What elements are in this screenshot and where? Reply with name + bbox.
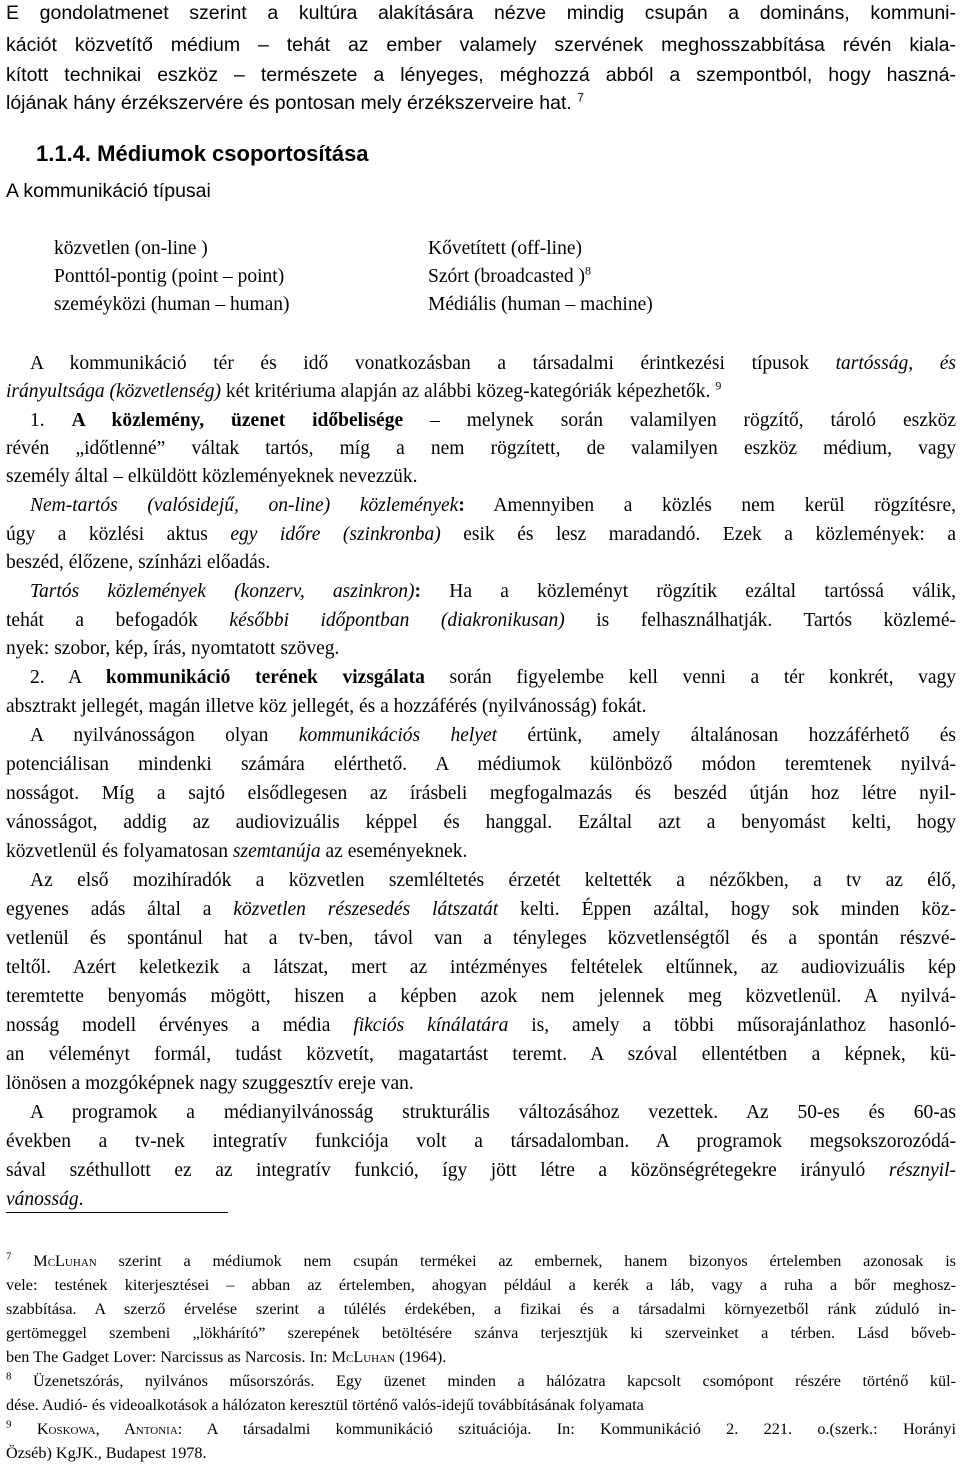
footnote-line: vele: testének kiterjesztései – abban az értelemben, ahogyan például a kerék a láb, vagy a ruha a bőr meghosz- — [6, 1276, 956, 1294]
footnote-line: Özséb) KgJK., Budapest 1978. — [6, 1444, 207, 1462]
body-line: vánosságot, addig az audiovizuális képpel és hanggal. Ezáltal azt a benyomást kelti, hogy — [6, 812, 956, 833]
body-line: lönösen a mozgóképnek nagy szuggesztív ereje van. — [6, 1073, 414, 1094]
body-line: A nyilvánosságon olyan kommunikációs helyet értünk, amely általánosan hozzáférhető és — [30, 725, 956, 746]
type-right: Médiális (human – machine) — [428, 294, 653, 315]
body-line: személy által – elküldött közleményeknek nevezzük. — [6, 466, 418, 487]
type-right: Kővetített (off-line) — [428, 238, 582, 259]
type-right: Szórt (broadcasted )$^8$ — [428, 263, 592, 287]
body-line: nosságot. Míg a sajtó elsődlegesen az írásbeli megfogalmazás és beszéd útján hoz létre nyil- — [6, 783, 956, 804]
footnote-ref-7: 7 — [577, 90, 584, 105]
section-heading: 1.1.4. Médiumok csoportosítása — [36, 141, 369, 166]
body-line: Nem-tartós (valósidejű, on-line) közlemények: Amennyiben a közlés nem kerül rögzítésre, — [30, 495, 956, 516]
body-line: sával széthullott ez az integratív funkció, így jött létre a közönségrétegekre irányuló résznyil- — [6, 1160, 956, 1181]
body-line: A programok a médianyilvánosság strukturális változásához vezettek. Az 50-es és 60-as — [30, 1102, 956, 1123]
body-line: révén „időtlenné” váltak tartós, míg a nem rögzített, de valamilyen eszköz médium, vagy — [6, 438, 956, 459]
type-left: szeméyközi (human – human) — [54, 294, 290, 315]
footnote-line: szabbítása. A szerző érvelése szerint a túlélés érdekében, a fizikai és a társadalmi környezetből ránk zúduló in- — [6, 1300, 956, 1318]
body-line: irányultsága (közvetlenség) két kritériuma alapján az alábbi közeg-kategóriák képezhetők. $^9$ — [6, 379, 722, 402]
type-left: közvetlen (on-line ) — [54, 238, 208, 259]
body-line: közvetlenül és folyamatosan szemtanúja az eseményeknek. — [6, 841, 468, 862]
footnote-line: gertömeggel szembeni „lökhárító” szerepének betöltésére szánva terjesztjük ki szerveinket a térben. Lásd bőveb- — [6, 1324, 956, 1342]
body-line: Tartós közlemények (konzerv, aszinkron): Ha a közleményt rögzítik ezáltal tartóssá válik, — [30, 581, 956, 602]
body-line: potenciálisan mindenki számára elérthető. A médiumok különböző módon teremtenek nyilvá- — [6, 754, 956, 775]
footnote-ref-8: 8 — [585, 263, 592, 278]
body-line: 2. A kommunikáció terének vizsgálata során figyelembe kell venni a tér konkrét, vagy — [30, 667, 956, 688]
footnote-line: $^8$ Üzenetszórás, nyilvános műsorszórás. Egy üzenet minden a hálózatra kapcsolt csomópont részére történő kül- — [6, 1370, 956, 1390]
footnote-line: ben The Gadget Lover: Narcissus as Narcosis. In: McLuhan (1964). — [6, 1348, 447, 1366]
footnote-line: $^9$ Koskowa, Antonia: A társadalmi kommunikáció szituációja. In: Kommunikáció 2. 221. o.(szerk.: Horányi — [6, 1418, 956, 1438]
body-line: tehát a befogadók későbbi időpontban (diakronikusan) is felhasználhatják. Tartós közlemé- — [6, 610, 956, 631]
footnote-divider — [6, 1212, 228, 1213]
body-line: egyenes adás által a közvetlen részesedés látszatát kelti. Éppen azáltal, hogy sok minden köz- — [6, 899, 956, 920]
body-line: an véleményt formál, tudást közvetít, magatartást teremt. A szóval ellentétben a képnek, kü- — [6, 1044, 956, 1065]
intro-line-2: kációt közvetítő médium – tehát az ember valamely szervének meghosszabbítása révén kiala- — [6, 34, 956, 56]
body-line: teremtette benyomás mögött, hiszen a képben azok nem jelennek meg közvetlenül. A nyilvá- — [6, 986, 956, 1007]
body-line: Az első mozihíradók a közvetlen szemléltetés érzetét keltették a nézőkben, a tv az élő, — [30, 870, 956, 891]
body-line: teltől. Azért keletkezik a látszat, mert az intézményes feltételek eltűnnek, az audiovizuális kép — [6, 957, 956, 978]
body-line: vánosság. — [6, 1189, 84, 1210]
body-line: években a tv-nek integratív funkciója volt a társadalomban. A programok megsokszorozódá- — [6, 1131, 956, 1152]
body-line: beszéd, élőzene, színházi előadás. — [6, 552, 271, 573]
body-line: A kommunikáció tér és idő vonatkozásban a társadalmi érintkezési típusok tartósság, és — [30, 353, 956, 374]
body-line: nyek: szobor, kép, írás, nyomtatott szöveg. — [6, 638, 340, 659]
body-line: vetlenül és spontánul hat a tv-ben, távol van a tényleges közvetlenségtől és a spontán részvé- — [6, 928, 956, 949]
intro-line-1: E gondolatmenet szerint a kultúra alakítására nézve mindig csupán a domináns, kommuni- — [6, 2, 956, 24]
footnote-line: dése. Audió- és videoalkotások a hálózaton keresztül történő valós-idejű továbbításának folyamata — [6, 1396, 644, 1414]
body-line: nosság modell érvényes a média fikciós kínálatára is, amely a többi műsorajánlathoz hasonló- — [6, 1015, 956, 1036]
body-line: úgy a közlési aktus egy időre (szinkronba) esik és lesz maradandó. Ezek a közlemények: a — [6, 524, 956, 545]
type-left: Ponttól-pontig (point – point) — [54, 266, 285, 287]
intro-line-4: lójának hány érzékszervére és pontosan mely érzékszerveire hat. $^7$ — [6, 90, 584, 114]
intro-line-3: kított technikai eszköz – természete a lényeges, méghozzá abból a szempontból, hogy haszná- — [6, 64, 956, 86]
body-line: 1. A közlemény, üzenet időbelisége – melynek során valamilyen rögzítő, tároló eszköz — [30, 410, 956, 431]
body-line: absztrakt jellegét, magán illetve köz jellegét, és a hozzáférés (nyilvánosság) fokát. — [6, 696, 647, 717]
footnote-line: $^7$ McLuhan szerint a médiumok nem csupán termékei az embernek, hanem bizonyos értelemben azonosak is — [6, 1250, 956, 1270]
section-subheading: A kommunikáció típusai — [6, 180, 211, 202]
footnote-ref-9: 9 — [715, 379, 722, 393]
